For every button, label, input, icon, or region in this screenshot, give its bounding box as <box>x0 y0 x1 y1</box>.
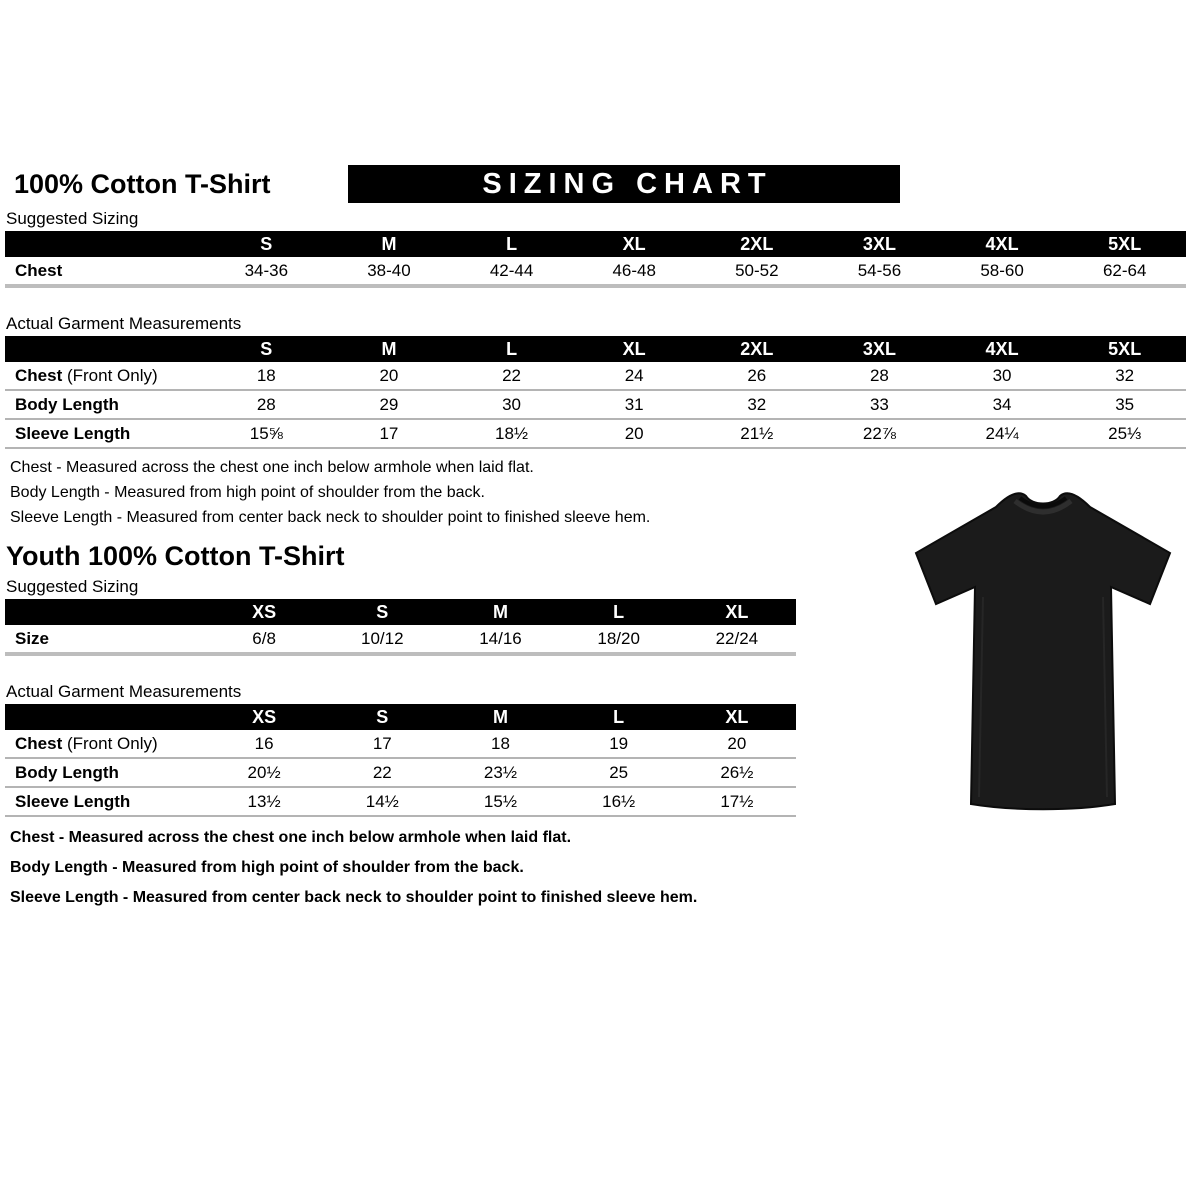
row-label: Sleeve Length <box>15 791 131 811</box>
size-header: L <box>560 704 678 730</box>
row-label-cell <box>5 362 205 390</box>
measurement-cell: 15⅝ <box>205 419 328 448</box>
measurement-cell: 42-44 <box>450 257 573 286</box>
measurement-cell: 24¼ <box>941 419 1064 448</box>
youth-suggested-label: Suggested Sizing <box>6 577 139 596</box>
size-header: M <box>441 704 559 730</box>
size-header: 5XL <box>1063 336 1186 362</box>
tshirt-graphic <box>893 477 1193 822</box>
measurement-cell: 22⅞ <box>818 419 941 448</box>
table-row-size <box>5 625 796 654</box>
size-header: XS <box>205 599 323 625</box>
youth-actual-label: Actual Garment Measurements <box>6 682 242 701</box>
adult-suggested-label: Suggested Sizing <box>6 209 139 228</box>
adult-suggested-header-row <box>5 231 1186 257</box>
size-header: S <box>205 336 328 362</box>
measurement-cell: 54-56 <box>818 257 941 286</box>
banner-text: SIZING CHART <box>482 167 773 200</box>
measurement-cell: 34 <box>941 390 1064 419</box>
measurement-cell: 20 <box>573 419 696 448</box>
row-label-cell <box>5 758 205 787</box>
measurement-cell: 23½ <box>441 758 559 787</box>
measurement-cell: 13½ <box>205 787 323 816</box>
top-row <box>14 165 1200 203</box>
note-body-length: Body Length - Measured from high point of shoulder from the back. <box>10 484 485 501</box>
measurement-cell: 22 <box>323 758 441 787</box>
size-header: S <box>205 231 328 257</box>
measurement-cell: 20½ <box>205 758 323 787</box>
measurement-cell: 20 <box>328 362 451 390</box>
measurement-cell: 50-52 <box>696 257 819 286</box>
note-sleeve-length: Sleeve Length - Measured from center back neck to shoulder point to finished sleeve hem. <box>10 889 698 906</box>
row-label-cell <box>5 419 205 448</box>
measurement-cell: 31 <box>573 390 696 419</box>
size-header: 3XL <box>818 231 941 257</box>
measurement-cell: 32 <box>1063 362 1186 390</box>
measurement-cell: 22 <box>450 362 573 390</box>
youth-suggested-header-row <box>5 599 796 625</box>
measurement-cell: 14/16 <box>441 625 559 654</box>
table-row-chest <box>5 730 796 758</box>
measurement-cell: 17½ <box>678 787 796 816</box>
size-header: M <box>328 231 451 257</box>
measurement-cell: 20 <box>678 730 796 758</box>
adult-actual-label: Actual Garment Measurements <box>6 314 242 333</box>
measurement-cell: 32 <box>696 390 819 419</box>
youth-title: Youth 100% Cotton T-Shirt <box>6 541 345 571</box>
row-label-cell <box>5 730 205 758</box>
youth-measurement-notes <box>10 829 1200 907</box>
measurement-cell: 38-40 <box>328 257 451 286</box>
row-label-cell <box>5 625 205 654</box>
youth-actual-header-row <box>5 704 796 730</box>
black-tshirt-image <box>893 477 1193 822</box>
youth-suggested-table <box>5 599 796 656</box>
size-header: 2XL <box>696 231 819 257</box>
page-title: 100% Cotton T-Shirt <box>14 169 271 199</box>
measurement-cell: 15½ <box>441 787 559 816</box>
measurement-cell: 21½ <box>696 419 819 448</box>
measurement-cell: 33 <box>818 390 941 419</box>
size-header: L <box>450 336 573 362</box>
size-header: 2XL <box>696 336 819 362</box>
note-body-length: Body Length - Measured from high point of shoulder from the back. <box>10 859 524 876</box>
row-label: Chest <box>15 365 63 385</box>
row-label: Body Length <box>15 762 119 782</box>
note-chest: Chest - Measured across the chest one inch below armhole when laid flat. <box>10 459 534 476</box>
measurement-cell: 17 <box>323 730 441 758</box>
measurement-cell: 62-64 <box>1063 257 1186 286</box>
adult-suggested-table <box>5 231 1186 288</box>
measurement-cell: 26 <box>696 362 819 390</box>
measurement-cell: 22/24 <box>678 625 796 654</box>
note-sleeve-length: Sleeve Length - Measured from center back neck to shoulder point to finished sleeve hem. <box>10 509 651 526</box>
row-label-cell <box>5 787 205 816</box>
row-label: Chest <box>15 260 63 280</box>
corner-cell <box>5 231 205 257</box>
row-label-cell <box>5 390 205 419</box>
size-header: L <box>560 599 678 625</box>
corner-cell <box>5 599 205 625</box>
table-row-sleeve-length <box>5 787 796 816</box>
measurement-cell: 26½ <box>678 758 796 787</box>
measurement-cell: 18½ <box>450 419 573 448</box>
measurement-cell: 25⅓ <box>1063 419 1186 448</box>
size-header: 4XL <box>941 336 1064 362</box>
measurement-cell: 30 <box>450 390 573 419</box>
measurement-cell: 18/20 <box>560 625 678 654</box>
sizing-chart-banner <box>348 165 900 203</box>
youth-actual-table <box>5 704 796 817</box>
size-header: XS <box>205 704 323 730</box>
measurement-cell: 29 <box>328 390 451 419</box>
measurement-cell: 17 <box>328 419 451 448</box>
table-row-chest <box>5 362 1186 390</box>
measurement-cell: 16½ <box>560 787 678 816</box>
measurement-cell: 35 <box>1063 390 1186 419</box>
size-header: XL <box>573 231 696 257</box>
row-label-suffix: (Front Only) <box>62 733 158 753</box>
row-label: Body Length <box>15 394 119 414</box>
row-label-cell <box>5 257 205 286</box>
measurement-cell: 6/8 <box>205 625 323 654</box>
measurement-cell: 58-60 <box>941 257 1064 286</box>
size-header: 3XL <box>818 336 941 362</box>
measurement-cell: 46-48 <box>573 257 696 286</box>
row-label: Sleeve Length <box>15 423 131 443</box>
measurement-cell: 19 <box>560 730 678 758</box>
size-header: XL <box>678 599 796 625</box>
adult-actual-header-row <box>5 336 1186 362</box>
note-chest: Chest - Measured across the chest one inch below armhole when laid flat. <box>10 829 572 846</box>
table-row-body-length <box>5 390 1186 419</box>
size-header: S <box>323 704 441 730</box>
size-header: 4XL <box>941 231 1064 257</box>
size-header: 5XL <box>1063 231 1186 257</box>
size-header: S <box>323 599 441 625</box>
table-row-chest <box>5 257 1186 286</box>
row-label: Size <box>15 628 50 648</box>
measurement-cell: 25 <box>560 758 678 787</box>
measurement-cell: 28 <box>818 362 941 390</box>
table-row-sleeve-length <box>5 419 1186 448</box>
size-header: XL <box>573 336 696 362</box>
corner-cell <box>5 704 205 730</box>
size-header: M <box>328 336 451 362</box>
measurement-cell: 28 <box>205 390 328 419</box>
measurement-cell: 10/12 <box>323 625 441 654</box>
adult-actual-table <box>5 336 1186 449</box>
measurement-cell: 34-36 <box>205 257 328 286</box>
size-header: L <box>450 231 573 257</box>
measurement-cell: 18 <box>205 362 328 390</box>
measurement-cell: 18 <box>441 730 559 758</box>
size-header: M <box>441 599 559 625</box>
table-row-body-length <box>5 758 796 787</box>
measurement-cell: 14½ <box>323 787 441 816</box>
corner-cell <box>5 336 205 362</box>
measurement-cell: 30 <box>941 362 1064 390</box>
row-label-suffix: (Front Only) <box>62 365 158 385</box>
size-header: XL <box>678 704 796 730</box>
measurement-cell: 24 <box>573 362 696 390</box>
measurement-cell: 16 <box>205 730 323 758</box>
row-label: Chest <box>15 733 63 753</box>
